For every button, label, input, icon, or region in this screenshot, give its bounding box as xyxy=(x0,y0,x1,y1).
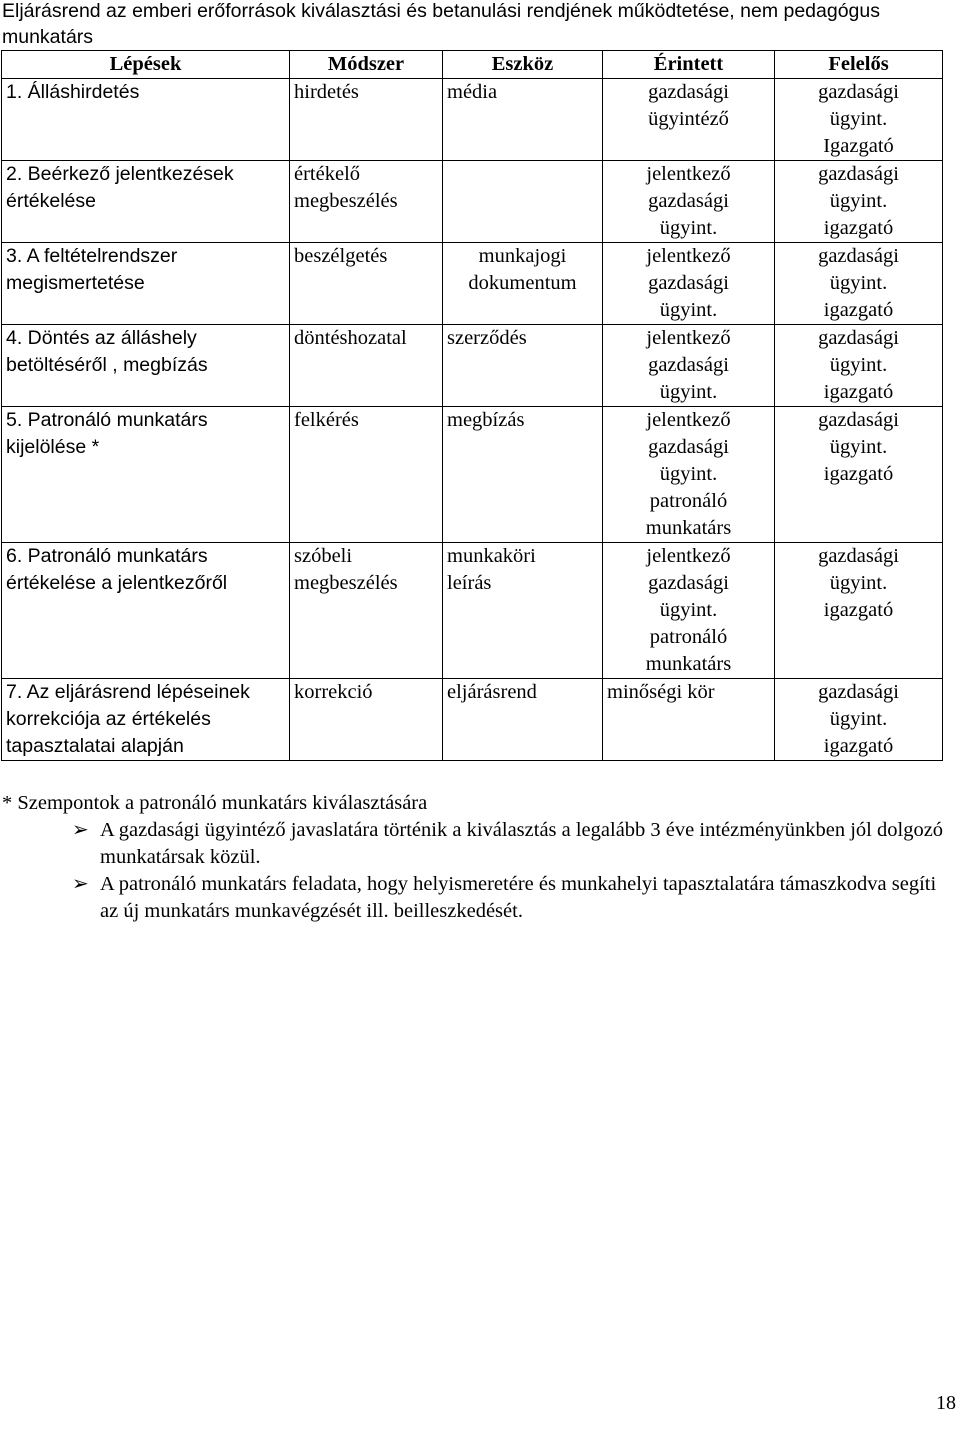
responsible-cell: gazdasági ügyint. igazgató xyxy=(775,243,943,325)
affected-cell: jelentkező gazdasági ügyint. patronáló munkatárs xyxy=(603,543,775,679)
tool-cell: eljárásrend xyxy=(443,679,603,761)
header-method: Módszer xyxy=(290,51,443,79)
step-cell: 7. Az eljárásrend lépéseinek korrekciója az értékelés tapasztalatai alapján xyxy=(2,679,290,761)
affected-cell: jelentkező gazdasági ügyint. xyxy=(603,161,775,243)
step-cell: 4. Döntés az álláshely betöltéséről , megbízás xyxy=(2,325,290,407)
method-cell: korrekció xyxy=(290,679,443,761)
tool-cell: szerződés xyxy=(443,325,603,407)
page-number: 18 xyxy=(936,1392,956,1414)
tool-cell: munkaköri leírás xyxy=(443,543,603,679)
header-responsible: Felelős xyxy=(775,51,943,79)
header-steps: Lépések xyxy=(2,51,290,79)
step-cell: 2. Beérkező jelentkezések értékelése xyxy=(2,161,290,243)
table-row xyxy=(2,325,943,407)
responsible-cell: gazdasági ügyint. igazgató xyxy=(775,325,943,407)
method-cell: beszélgetés xyxy=(290,243,443,325)
table-row xyxy=(2,543,943,679)
table-row xyxy=(2,79,943,161)
criteria-notes xyxy=(2,790,958,925)
arrow-bullet-icon: ➢ xyxy=(72,819,89,841)
affected-cell: jelentkező gazdasági ügyint. patronáló munkatárs xyxy=(603,407,775,543)
tool-cell: média xyxy=(443,79,603,161)
affected-cell: jelentkező gazdasági ügyint. xyxy=(603,325,775,407)
list-item xyxy=(72,817,958,871)
list-item-text: A patronáló munkatárs feladata, hogy helyismeretére és munkahelyi tapasztalatára támaszkodva segíti az új munkatárs munkavégzését ill. beilleszkedését. xyxy=(100,873,937,922)
method-cell: szóbeli megbeszélés xyxy=(290,543,443,679)
step-cell: 5. Patronáló munkatárs kijelölése * xyxy=(2,407,290,543)
header-affected: Érintett xyxy=(603,51,775,79)
method-cell: döntéshozatal xyxy=(290,325,443,407)
responsible-cell: gazdasági ügyint. igazgató xyxy=(775,161,943,243)
header-tool: Eszköz xyxy=(443,51,603,79)
arrow-bullet-icon: ➢ xyxy=(72,873,89,895)
table-row xyxy=(2,161,943,243)
table-row xyxy=(2,407,943,543)
affected-cell: jelentkező gazdasági ügyint. xyxy=(603,243,775,325)
affected-cell: gazdasági ügyintéző xyxy=(603,79,775,161)
affected-cell: minőségi kör xyxy=(603,679,775,761)
table-header-row xyxy=(2,51,943,79)
tool-cell: munkajogi dokumentum xyxy=(443,243,603,325)
procedure-table xyxy=(1,50,943,761)
notes-heading: * Szempontok a patronáló munkatárs kiválasztására xyxy=(2,792,428,814)
method-cell: felkérés xyxy=(290,407,443,543)
step-cell: 1. Álláshirdetés xyxy=(2,79,290,161)
tool-cell: megbízás xyxy=(443,407,603,543)
tool-cell xyxy=(443,161,603,243)
notes-list xyxy=(2,817,958,925)
document-title: Eljárásrend az emberi erőforrások kiválasztási és betanulási rendjének működtetése, nem pedagógus munkatárs xyxy=(2,0,880,48)
table-row xyxy=(2,243,943,325)
method-cell: értékelő megbeszélés xyxy=(290,161,443,243)
responsible-cell: gazdasági ügyint. igazgató xyxy=(775,679,943,761)
step-cell: 3. A feltételrendszer megismertetése xyxy=(2,243,290,325)
list-item xyxy=(72,871,958,925)
step-cell: 6. Patronáló munkatárs értékelése a jelentkezőről xyxy=(2,543,290,679)
responsible-cell: gazdasági ügyint. igazgató xyxy=(775,407,943,543)
table-row xyxy=(2,679,943,761)
responsible-cell: gazdasági ügyint. Igazgató xyxy=(775,79,943,161)
responsible-cell: gazdasági ügyint. igazgató xyxy=(775,543,943,679)
list-item-text: A gazdasági ügyintéző javaslatára történik a kiválasztás a legalább 3 éve intézményünkben jól dolgozó munkatársak közül. xyxy=(100,819,944,868)
method-cell: hirdetés xyxy=(290,79,443,161)
